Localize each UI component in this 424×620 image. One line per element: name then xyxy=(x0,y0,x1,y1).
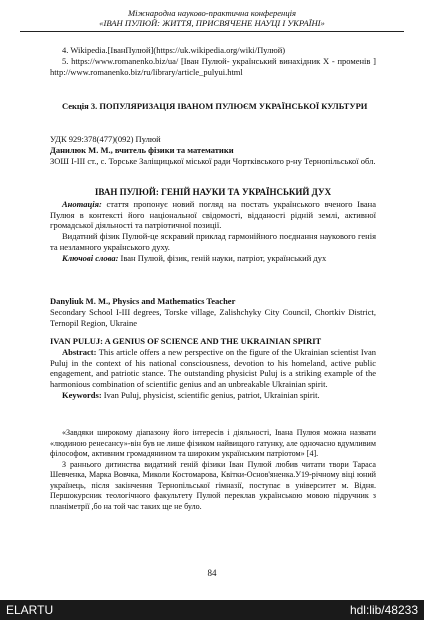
conference-title: «ІВАН ПУЛЮЙ: ЖИТТЯ, ПРИСВЯЧЕНЕ НАУЦІ І УКРАЇНІ» xyxy=(99,18,325,28)
article-meta-en xyxy=(50,296,376,328)
conference-name: Міжнародна науково-практична конференція xyxy=(128,8,296,18)
repository-name: ELARTU xyxy=(6,603,54,617)
annotation-ua-2: Видатний фізик Пулюй-це яскравий приклад гармонійного поєднання наукового генія та незламного українського духу. xyxy=(50,231,376,252)
header-rule xyxy=(20,31,404,32)
reference-item: 5. https://www.romanenko.biz/ua/ [Іван Пулюй- український винахідник Х - променів ] http://www.romanenko.biz/ru/library/article_pulyui.html xyxy=(50,55,376,77)
references xyxy=(50,45,376,77)
article-meta-ua xyxy=(50,134,376,166)
affiliation-ua: ЗОШ І-ІІІ ст., с. Торське Заліщицької міської ради Чортківського р-ну Тернопільської обл. xyxy=(50,155,376,166)
keywords-ua xyxy=(50,253,376,264)
udc-code: УДК 929:378(477)(092) Пулюй xyxy=(50,134,161,144)
section-title: Секція 3. ПОПУЛЯРИЗАЦІЯ ІВАНОМ ПУЛЮЄМ УКРАЇНСЬКОЇ КУЛЬТУРИ xyxy=(62,101,368,111)
body-paragraph: З раннього дитинства видатний геній фізики Іван Пулюй любив читати твори Тараса Шевченка, Марка Вовчка, Миколи Костомарова, Квітки-Основ'яненка.У19-річному віці юний українець, після закінчення Тернопільської гімназії, поступає в університет м. Відня. Першокурсник теологічного факультету Пулюй переклав українською мовою підручник з планіметрії ,бо на той час таких ще не було. xyxy=(50,459,376,511)
reference-item: 4. Wikipedia.[ІванПулюй](https://uk.wikipedia.org/wiki/Пулюй) xyxy=(62,45,286,55)
abstract-text: This article offers a new perspective on the figure of the Ukrainian scientist Ivan Puluj in the context of his national consciousness, devotion to his homeland, active public engagement, and patriotic stance. The outstanding physicist Puluj is a striking example of the harmonious combination of scientific genius and an unbreakable Ukrainian spirit. xyxy=(50,346,376,390)
body-paragraph: «Завдяки широкому діапазону його інтересів і діяльності, Івана Пулюя можна назвати «людиною ренесансу»-він був не лише фізиком найвищого гатунку, але одночасно вдумливим філософом, активним громадянином та широким українським патріотом» [4]. xyxy=(50,428,376,458)
keywords-text-ua: Іван Пулюй, фізик, геній науки, патріот, український дух xyxy=(118,252,327,263)
author-en: Danyliuk M. M., Physics and Mathematics Teacher xyxy=(50,296,236,306)
keywords-label-en: Keywords: xyxy=(62,389,102,400)
viewer-footer-bar xyxy=(0,600,424,620)
author-ua: Данилюк М. М., вчитель фізики та математики xyxy=(50,144,234,155)
annotation-text: стаття пропонує новий погляд на постать українського вченого Івана Пулюя в контексті його національної свідомості, відданості рідній землі, активної громадської діяльності та патріотичної позиції. xyxy=(50,198,376,231)
title-ua: ІВАН ПУЛЮЙ: ГЕНІЙ НАУКИ ТА УКРАЇНСЬКИЙ ДУХ xyxy=(94,187,332,197)
abstract-en xyxy=(50,347,376,390)
keywords-text-en: Ivan Puluj, physicist, scientific genius, patriot, Ukrainian spirit. xyxy=(101,389,320,400)
section-heading-block xyxy=(50,101,376,112)
annotation-label: Анотація: xyxy=(62,198,102,209)
article-en xyxy=(50,336,376,401)
annotation-ua xyxy=(50,199,376,231)
body-text xyxy=(50,428,376,512)
abstract-label: Abstract: xyxy=(62,346,97,357)
affiliation-en: Secondary School I-III degrees, Torske village, Zalishchyky City Council, Chortkiv District, Ternopil Region, Ukraine xyxy=(50,306,376,328)
running-header xyxy=(20,8,404,28)
page-number: 84 xyxy=(207,568,217,578)
handle-id: hdl:lib/48233 xyxy=(349,603,418,617)
keywords-label-ua: Ключові слова: xyxy=(62,252,119,263)
title-en: IVAN PULUJ: A GENIUS OF SCIENCE AND THE UKRAINIAN SPIRIT xyxy=(50,336,322,346)
article-ua xyxy=(50,187,376,264)
keywords-en xyxy=(50,390,376,401)
